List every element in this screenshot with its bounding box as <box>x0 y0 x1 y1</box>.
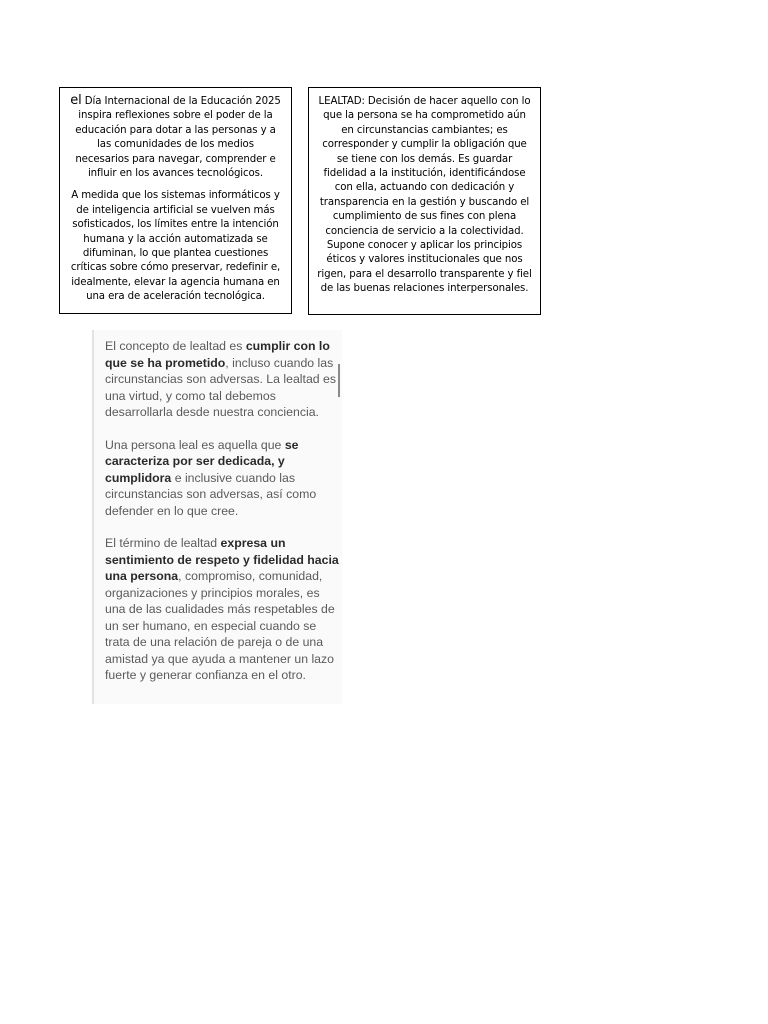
education-day-paragraph-1 <box>69 94 282 181</box>
quote-paragraph-1 <box>105 338 342 421</box>
education-day-paragraph-2: A medida que los sistemas informáticos y de inteligencia artificial se vuelven más sofisticados, los límites entre la intención humana y la acción automatizada se difuminan, lo que plantea cuestiones críticas sobre cómo preservar, redefinir e, idealmente, elevar la agencia humana en una era de aceleración tecnológica. <box>70 190 281 303</box>
quote-p1-text-a: El concepto de lealtad es <box>105 339 246 353</box>
lealtad-definition-text: LEALTAD: Decisión de hacer aquello con lo que la persona se ha comprometido aún en circunstancias cambiantes; es corresponder y cumplir la obligación que se tiene con los demás. Es guardar fidelidad a la institución, identificándose con ella, actuando con dedicación y transparencia en la gestión y buscando el cumplimiento de sus fines con plena conciencia de servicio a la colectividad. Supone conocer y aplicar los principios éticos y valores institucionales que nos rigen, para el desarrollo transparente y fiel de las buenas relaciones interpersonales. <box>317 96 532 295</box>
quote-p2-bold: se caracteriza por ser dedicada, y cumplidora <box>105 437 299 485</box>
lead-word: el <box>70 93 82 108</box>
lealtad-definition-box <box>308 87 541 315</box>
quote-paragraph-2 <box>105 437 342 520</box>
quote-p2-text-c: e inclusive cuando las circunstancias son adversas, así como defender en lo que cree. <box>105 470 317 518</box>
quote-p3-text-a: El término de lealtad <box>105 536 221 550</box>
quote-p1-text-c: , incluso cuando las circunstancias son adversas. La lealtad es una virtud, y como tal debemos desarrollarla desde nuestra conciencia. <box>105 355 337 419</box>
text-cursor-bar <box>338 364 340 397</box>
quote-paragraph-3 <box>105 535 342 684</box>
education-day-text-box <box>59 87 292 314</box>
quote-p2-text-a: Una persona leal es aquella que <box>105 437 285 452</box>
education-day-paragraph-1-text: Día Internacional de la Educación 2025 inspira reflexiones sobre el poder de la educación para dotar a las personas y a las comunidades de los medios necesarios para navegar, comprender e influir en los avances tecnológicos. <box>75 96 281 180</box>
quote-p1-bold: cumplir con lo que se ha prometido <box>105 339 330 370</box>
lealtad-quote-image <box>92 330 342 704</box>
quote-p3-bold: expresa un sentimiento de respeto y fidelidad hacia una persona <box>105 536 339 583</box>
quote-p3-text-c: , compromiso, comunidad, organizaciones y principios morales, es una de las cualidades más respetables de un ser humano, en especial cuando se trata de una relación de pareja o de una amistad ya que ayuda a mantener un lazo fuerte y generar confianza en el otro. <box>105 569 335 682</box>
